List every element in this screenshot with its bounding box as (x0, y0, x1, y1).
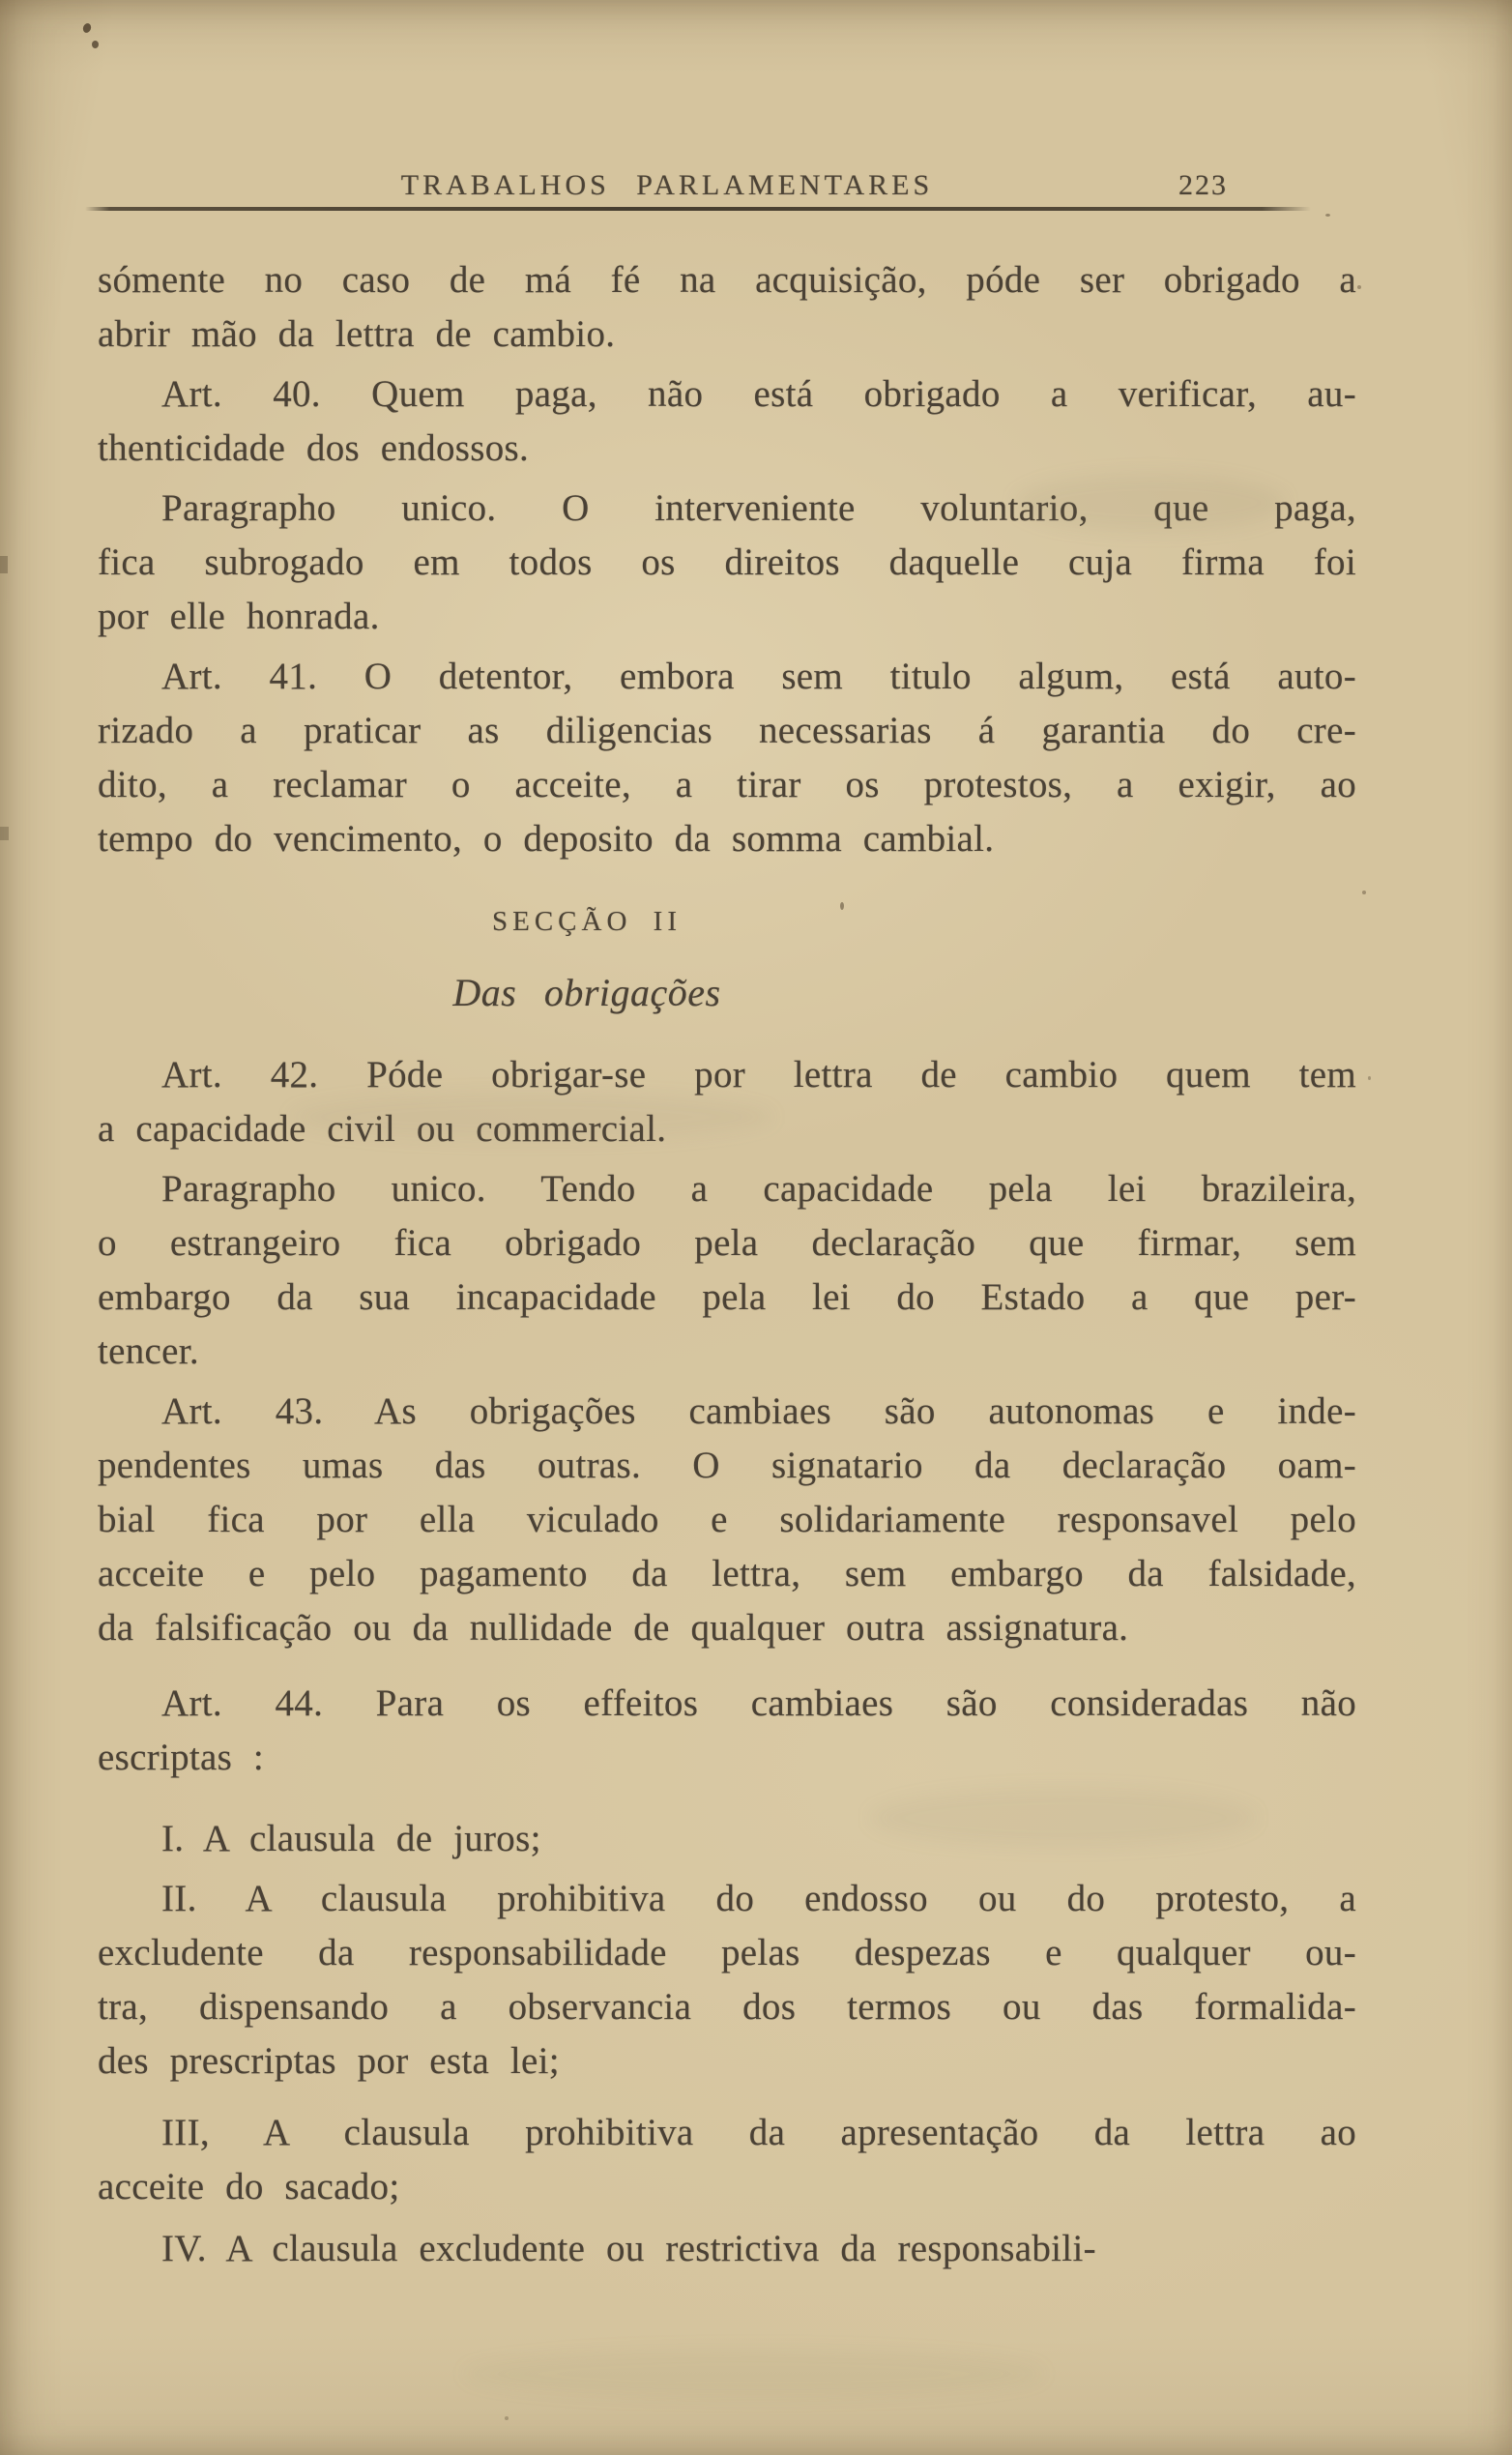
text-line: Art. 42. Póde obrigar-se por lettra de cambio quem tem (161, 1054, 1356, 1096)
ink-speck (1368, 1076, 1371, 1080)
text-line: thenticidade dos endossos. (98, 427, 530, 469)
text-line: escriptas : (98, 1737, 265, 1778)
text-line: rizado a praticar as diligencias necessarias á garantia do cre- (98, 710, 1356, 751)
text-line: acceite do sacado; (98, 2166, 400, 2207)
text-line: III, A clausula prohibitiva da apresentação da lettra ao (161, 2112, 1356, 2153)
section-subtitle-text: Das obrigações (452, 971, 721, 1014)
text-line: pendentes umas das outras. O signatario da declaração oam- (98, 1445, 1356, 1486)
section-heading-text: SECÇÃO II (492, 906, 682, 937)
header-rule (85, 207, 1311, 211)
text-line: embargo da sua incapacidade pela lei do Estado a que per- (98, 1276, 1356, 1318)
paragraph (98, 2222, 1356, 2276)
show-through-smudge (1015, 474, 1286, 532)
text-line: excludente da responsabilidade pelas despezas e qualquer ou- (98, 1932, 1356, 1973)
text-line: fica subrogado em todos os direitos daquelle cuja firma foi (98, 541, 1356, 583)
paragraph (98, 1872, 1356, 2089)
ink-speck (505, 2416, 509, 2420)
section-subtitle (98, 965, 1356, 1021)
ink-speck (1362, 891, 1366, 894)
text-line: des prescriptas por esta lei; (98, 2040, 560, 2082)
text-line: por elle honrada. (98, 596, 380, 637)
show-through-smudge (464, 2350, 1044, 2398)
paragraph (98, 367, 1356, 476)
text-line: Art. 44. Para os effeitos cambiaes são consideradas não (161, 1682, 1356, 1724)
ink-speck (1357, 285, 1361, 289)
show-through-smudge (870, 1789, 1257, 1847)
paragraph (98, 650, 1356, 866)
ink-speck (92, 41, 99, 48)
page-body (98, 253, 1356, 2276)
text-line: sómente no caso de má fé na acquisição, póde ser obrigado a (98, 259, 1356, 301)
ink-speck (840, 902, 844, 910)
paragraph (98, 1385, 1356, 1655)
ink-speck (0, 827, 9, 840)
text-line: Art. 41. O detentor, embora sem titulo algum, está auto- (161, 656, 1356, 697)
page-header (58, 164, 1276, 207)
ink-speck (1325, 214, 1330, 217)
ink-speck (82, 22, 93, 34)
text-line: bial fica por ella viculado e solidariamente responsavel pelo (98, 1499, 1356, 1540)
ink-speck (0, 556, 8, 573)
paragraph (98, 1677, 1356, 1785)
text-line: abrir mão da lettra de cambio. (98, 313, 616, 355)
running-head: TRABALHOS PARLAMENTARES (400, 169, 934, 201)
text-line: Art. 40. Quem paga, não está obrigado a verificar, au- (161, 373, 1356, 415)
page-number: 223 (1178, 169, 1228, 201)
text-line: dito, a reclamar o acceite, a tirar os protestos, a exigir, ao (98, 764, 1356, 805)
text-line: a capacidade civil ou commercial. (98, 1108, 667, 1150)
text-line: tempo do vencimento, o deposito da somma cambial. (98, 818, 995, 860)
text-line: Paragrapho unico. Tendo a capacidade pela lei brazileira, (161, 1168, 1356, 1210)
paragraph (98, 2106, 1356, 2214)
text-line: tencer. (98, 1330, 199, 1372)
section-heading (98, 897, 1356, 946)
text-line: II. A clausula prohibitiva do endosso ou do protesto, a (161, 1878, 1356, 1919)
paragraph (98, 1162, 1356, 1379)
text-line: I. A clausula de juros; (161, 1818, 541, 1859)
text-line: Paragrapho unico. O interveniente voluntario, que paga, (161, 487, 1356, 529)
text-line: IV. A clausula excludente ou restrictiva da responsabili- (161, 2228, 1096, 2269)
show-through-smudge (290, 1093, 773, 1141)
text-line: o estrangeiro fica obrigado pela declaração que firmar, sem (98, 1222, 1356, 1264)
text-line: da falsificação ou da nullidade de qualquer outra assignatura. (98, 1607, 1129, 1649)
paragraph (98, 253, 1356, 362)
text-line: tra, dispensando a observancia dos termos ou das formalida- (98, 1986, 1356, 2028)
text-line: Art. 43. As obrigações cambiaes são autonomas e inde- (161, 1390, 1356, 1432)
text-line: acceite e pelo pagamento da lettra, sem embargo da falsidade, (98, 1553, 1356, 1594)
